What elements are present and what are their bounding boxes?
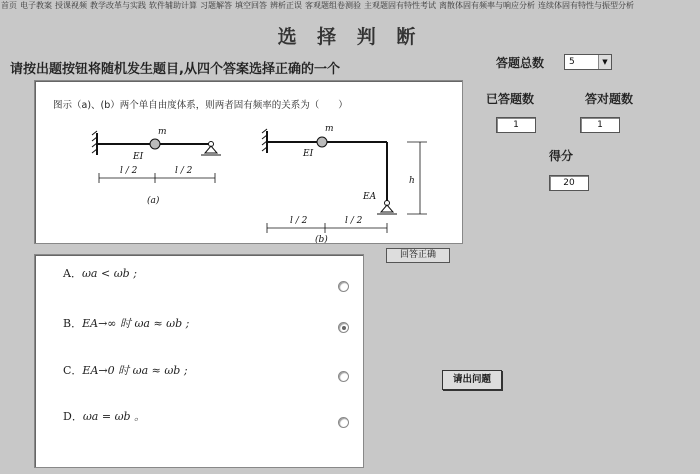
top-nav [0, 0, 700, 13]
nav-item[interactable]: 教学改革与实践 [90, 1, 146, 10]
length-label-a2: l / 2 [175, 166, 193, 176]
dropdown-arrow-icon[interactable]: ▼ [598, 55, 611, 69]
ea-label-b: EA [363, 192, 377, 202]
option-a: A．ωa < ωb ; [63, 267, 137, 280]
ei-label-a: EI [133, 152, 144, 162]
answered-field: 1 [496, 117, 536, 133]
nav-item[interactable]: 软件辅助计算 [149, 1, 197, 10]
page-title: 选 择 判 断 [277, 26, 423, 48]
answer-panel [34, 254, 364, 468]
question-panel [34, 80, 463, 244]
option-d-radio[interactable] [338, 417, 349, 428]
nav-item[interactable]: 连续体固有特性与振型分析 [538, 1, 634, 10]
answered-label: 已答题数 [486, 92, 535, 106]
nav-item[interactable]: 电子教案 [20, 1, 52, 10]
caption-a: (a) [147, 196, 160, 206]
option-d: D．ωa = ωb 。 [63, 410, 146, 423]
nav-item[interactable]: 辨析正误 [270, 1, 302, 10]
score-field: 20 [549, 175, 589, 191]
nav-item[interactable]: 离散体固有频率与响应分析 [439, 1, 535, 10]
mass-label-b: m [325, 124, 334, 134]
result-status: 回答正确 [386, 248, 450, 263]
length-label-b2: l / 2 [345, 216, 363, 226]
length-label-a1: l / 2 [120, 166, 138, 176]
question-text: 图示（a)、(b）两个单自由度体系，则两者固有频率的关系为（ ） [53, 100, 348, 111]
nav-item[interactable]: 填空回答 [235, 1, 267, 10]
option-b-radio[interactable] [338, 322, 349, 333]
nav-item[interactable]: 客观题组卷测验 [305, 1, 361, 10]
length-label-b1: l / 2 [290, 216, 308, 226]
nav-item[interactable]: 主观题固有特性考试 [364, 1, 436, 10]
score-label: 得分 [549, 149, 574, 163]
instruction-text: 请按出题按钮将随机发生题目,从四个答案选择正确的一个 [10, 62, 340, 77]
figure-a [92, 131, 221, 183]
nav-item[interactable]: 首页 [1, 1, 17, 10]
option-b: B．EA→∞ 时 ωa ≈ ωb ; [63, 317, 190, 330]
correct-label: 答对题数 [585, 92, 634, 106]
option-c: C．EA→0 时 ωa ≈ ωb ; [63, 364, 188, 377]
option-c-radio[interactable] [338, 371, 349, 382]
nav-item[interactable]: 授课视频 [55, 1, 87, 10]
caption-b: (b) [315, 235, 328, 243]
ask-question-button[interactable]: 请出问题 [442, 370, 502, 390]
h-label-b: h [409, 176, 415, 186]
mass-label-a: m [158, 127, 167, 137]
question-figure [35, 113, 462, 243]
correct-field: 1 [580, 117, 620, 133]
option-a-radio[interactable] [338, 281, 349, 292]
ei-label-b: EI [303, 149, 314, 159]
total-value: 5 [569, 57, 575, 67]
total-label: 答题总数 [496, 56, 545, 70]
nav-item[interactable]: 习题解答 [200, 1, 232, 10]
total-select[interactable] [564, 54, 612, 70]
